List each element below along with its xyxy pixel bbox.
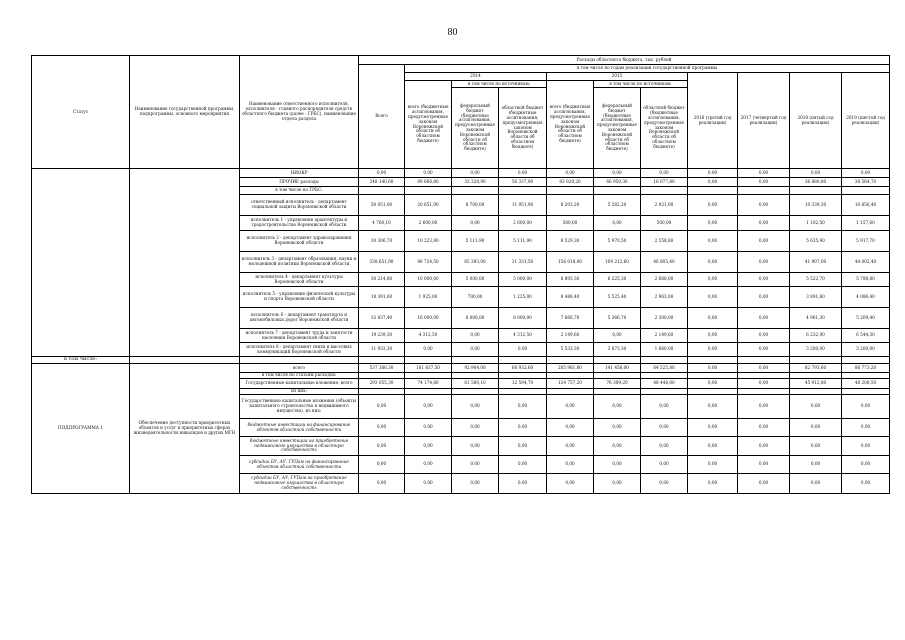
- value-cell: 124 757,20: [547, 379, 594, 389]
- header-year-2015: 2015: [547, 73, 688, 81]
- value-cell: 0,00: [594, 474, 641, 494]
- value-cell: 0,00: [594, 456, 641, 474]
- value-cell: 20 651,90: [405, 195, 452, 216]
- value-cell: 68 932,60: [499, 364, 547, 373]
- value-cell: 0,00: [738, 273, 790, 287]
- value-cell: 0,00: [641, 395, 688, 419]
- value-cell: 0,00: [738, 419, 790, 437]
- value-cell: 10 339,30: [790, 195, 842, 216]
- value-cell: 0,00: [842, 169, 890, 178]
- value-cell: 0,00: [688, 419, 738, 437]
- value-cell: 11 933,30: [359, 343, 405, 357]
- value-cell: 0,00: [499, 419, 547, 437]
- table-row: [32, 364, 890, 373]
- value-cell: 0,00: [452, 329, 499, 343]
- value-cell: 2 149,60: [641, 329, 688, 343]
- value-cell: 8 529,30: [547, 231, 594, 252]
- value-cell: 0,00: [738, 195, 790, 216]
- value-cell: 3 891,80: [790, 287, 842, 308]
- value-cell: 0,00: [405, 343, 452, 357]
- value-cell: 0,00: [359, 474, 405, 494]
- value-cell: 38 564,70: [842, 178, 890, 187]
- value-cell: 0,00: [641, 169, 688, 178]
- value-cell: 46 805,40: [641, 252, 688, 273]
- value-cell: 0,00: [594, 437, 641, 456]
- responsible-cell: субсидии БУ, АУ, ГУПам на приобретение недвижимого имущества в областную собственность: [240, 474, 359, 494]
- value-cell: 0,00: [594, 169, 641, 178]
- value-cell: 0,00: [790, 395, 842, 419]
- responsible-cell: субсидии БУ, АУ, ГУПам на финансирование объектов областной собственности: [240, 456, 359, 474]
- value-cell: 0,00: [594, 395, 641, 419]
- value-cell: 0,00: [738, 364, 790, 373]
- value-cell: 0,00: [405, 456, 452, 474]
- value-cell: 61 580,10: [452, 379, 499, 389]
- responsible-cell: НИОКР: [240, 169, 359, 178]
- value-cell: 3 200,00: [842, 343, 890, 357]
- value-cell: 0,00: [499, 343, 547, 357]
- value-cell: 0,00: [359, 169, 405, 178]
- value-cell: 0,00: [499, 456, 547, 474]
- value-cell: 5 917,70: [842, 231, 890, 252]
- responsible-cell: исполнитель 8 - департамент связи и массовых коммуникаций Воронежской области: [240, 343, 359, 357]
- empty-cell: [130, 357, 240, 364]
- header-year-2018: 2018 (пятый год реализации): [790, 73, 842, 169]
- value-cell: 33 837,40: [359, 308, 405, 329]
- value-cell: 0,00: [688, 169, 738, 178]
- header-2015-federal: федеральный бюджет (бюджетные ассигнования, предусмотренные законом Воронежской области об областном бюджете): [594, 88, 641, 169]
- value-cell: 10 223,80: [405, 231, 452, 252]
- responsible-cell: исполнитель 6 - департамент транспорта и автомобильных дорог Воронежской области: [240, 308, 359, 329]
- value-cell: 36 880,80: [790, 178, 842, 187]
- value-cell: 1 925,00: [405, 287, 452, 308]
- value-cell: 0,00: [688, 456, 738, 474]
- header-2014-federal: федеральный бюджет (бюджетные ассигнования, предусмотренные законом Воронежской области об областном бюджете): [452, 88, 499, 169]
- value-cell: [405, 187, 452, 195]
- responsible-cell: Государственные капитальные вложения (объекты капитального строительства и недвижимого имущества), из них:: [240, 395, 359, 419]
- value-cell: 6 225,30: [594, 273, 641, 287]
- empty-cell: [738, 357, 790, 364]
- value-cell: 0,00: [738, 252, 790, 273]
- value-cell: 30 306,70: [359, 231, 405, 252]
- value-cell: 96 724,50: [405, 252, 452, 273]
- value-cell: 0,00: [547, 474, 594, 494]
- value-cell: 0,00: [452, 169, 499, 178]
- value-cell: 76 309,20: [594, 379, 641, 389]
- value-cell: 0,00: [547, 437, 594, 456]
- header-2015-sources: в том числе по источникам:: [594, 81, 688, 88]
- value-cell: 86 773,20: [842, 364, 890, 373]
- value-cell: 0,00: [842, 474, 890, 494]
- value-cell: 0,00: [842, 395, 890, 419]
- value-cell: 4 312,50: [499, 329, 547, 343]
- value-cell: 4 961,30: [790, 308, 842, 329]
- value-cell: 41 907,00: [790, 252, 842, 273]
- empty-cell: [641, 357, 688, 364]
- value-cell: 74 174,80: [405, 379, 452, 389]
- value-cell: 5 209,40: [842, 308, 890, 329]
- value-cell: 64 525,80: [641, 364, 688, 373]
- value-cell: 10 856,40: [842, 195, 890, 216]
- header-year-2019: 2019 (шестой год реализации): [842, 73, 890, 169]
- value-cell: 1 102,50: [790, 216, 842, 231]
- header-responsible: Наименование ответственного исполнителя, исполнителя - главного распорядителя средств областного бюджета (далее - ГРБС), наименование отдела раздела: [240, 56, 359, 169]
- value-cell: 0,00: [790, 474, 842, 494]
- value-cell: 8 000,00: [499, 308, 547, 329]
- value-cell: 89 666,80: [405, 178, 452, 187]
- value-cell: 0,00: [688, 178, 738, 187]
- value-cell: 0,00: [738, 343, 790, 357]
- header-name: Наименование государственной программы, подпрограммы, основного мероприятия: [130, 56, 240, 169]
- value-cell: 8 700,00: [452, 195, 499, 216]
- value-cell: 0,00: [405, 395, 452, 419]
- value-cell: 5 000,00: [452, 273, 499, 287]
- value-cell: 0,00: [842, 456, 890, 474]
- value-cell: 293 055,30: [359, 379, 405, 389]
- value-cell: 0,00: [738, 169, 790, 178]
- value-cell: 700,00: [452, 287, 499, 308]
- value-cell: 44 002,40: [842, 252, 890, 273]
- program-name: Обеспечение доступности приоритетных объектов и услуг в приоритетных сферах жизнедеятельности инвалидов и других МГН: [130, 364, 240, 494]
- value-cell: 0,00: [842, 419, 890, 437]
- value-cell: 0,00: [499, 395, 547, 419]
- value-cell: 0,00: [688, 231, 738, 252]
- value-cell: 141 456,00: [594, 364, 641, 373]
- header-year-2017: 2017 (четвертый год реализации): [738, 73, 790, 169]
- header-total: Всего: [359, 65, 405, 169]
- value-cell: 0,00: [688, 437, 738, 456]
- value-cell: 0,00: [738, 329, 790, 343]
- value-cell: 0,00: [738, 456, 790, 474]
- responsible-cell: исполнитель 7 - департамент труда и занятости населения Воронежской области: [240, 329, 359, 343]
- value-cell: 537 386,30: [359, 364, 405, 373]
- value-cell: 161 837,50: [405, 364, 452, 373]
- value-cell: 1 660,00: [641, 343, 688, 357]
- value-cell: 10 000,00: [405, 273, 452, 287]
- value-cell: 0,00: [594, 216, 641, 231]
- responsible-cell: исполнитель 1 - управление архитектуры и градостроительства Воронежской области: [240, 216, 359, 231]
- value-cell: 0,00: [452, 343, 499, 357]
- empty-cell: [842, 357, 890, 364]
- header-expense-group: Расходы областного бюджета, тыс. рублей: [359, 56, 890, 65]
- value-cell: 248 140,60: [359, 178, 405, 187]
- value-cell: [359, 187, 405, 195]
- responsible-cell: исполнитель 4 - департамент культуры Воронежской области: [240, 273, 359, 287]
- responsible-cell: в том числе по статьям расходов:: [240, 373, 359, 379]
- value-cell: 0,00: [452, 456, 499, 474]
- empty-cell: [594, 357, 641, 364]
- value-cell: 5 798,80: [842, 273, 890, 287]
- value-cell: 0,00: [641, 474, 688, 494]
- responsible-cell: исполнитель 2 - департамент здравоохранения Воронежской области: [240, 231, 359, 252]
- value-cell: 82 793,60: [790, 364, 842, 373]
- value-cell: 0,00: [688, 474, 738, 494]
- program-status: ПОДПРОГРАММА 1: [32, 364, 130, 494]
- header-2014-all: всего (бюджетные ассигнования, предусмотренные законом Воронежской области об областном бюджете): [405, 81, 452, 169]
- value-cell: 4 760,10: [359, 216, 405, 231]
- value-cell: 0,00: [452, 419, 499, 437]
- value-cell: 0,00: [688, 343, 738, 357]
- value-cell: 45 912,80: [790, 379, 842, 389]
- value-cell: 0,00: [405, 474, 452, 494]
- value-cell: 92 904,00: [452, 364, 499, 373]
- empty-cell: [499, 357, 547, 364]
- value-cell: 33 328,90: [452, 178, 499, 187]
- value-cell: 0,00: [738, 216, 790, 231]
- value-cell: 1 225,00: [499, 287, 547, 308]
- value-cell: 30 214,80: [359, 273, 405, 287]
- responsible-cell: исполнитель 5 - управление физической культуры и спорта Воронежской области: [240, 287, 359, 308]
- value-cell: 2 149,60: [547, 329, 594, 343]
- value-cell: 65 393,00: [452, 252, 499, 273]
- value-cell: 16 000,00: [405, 308, 452, 329]
- empty-cell: [405, 357, 452, 364]
- value-cell: 0,00: [359, 456, 405, 474]
- value-cell: 0,00: [790, 456, 842, 474]
- value-cell: 19 239,30: [359, 329, 405, 343]
- value-cell: 5 282,20: [594, 195, 641, 216]
- value-cell: 12 594,70: [499, 379, 547, 389]
- value-cell: 500,00: [547, 216, 594, 231]
- name-cell-empty: [130, 169, 240, 357]
- value-cell: 2 558,80: [641, 231, 688, 252]
- value-cell: 11 951,90: [499, 195, 547, 216]
- value-cell: 0,00: [547, 169, 594, 178]
- value-cell: 48 448,00: [641, 379, 688, 389]
- value-cell: 0,00: [790, 169, 842, 178]
- header-2014-sources: в том числе по источникам:: [452, 81, 547, 88]
- value-cell: 0,00: [499, 169, 547, 178]
- value-cell: 500,00: [641, 216, 688, 231]
- empty-cell: [452, 357, 499, 364]
- value-cell: 0,00: [738, 474, 790, 494]
- value-cell: 205 981,80: [547, 364, 594, 373]
- value-cell: 0,00: [688, 329, 738, 343]
- value-cell: [641, 187, 688, 195]
- value-cell: 0,00: [452, 437, 499, 456]
- value-cell: 0,00: [405, 169, 452, 178]
- value-cell: [842, 187, 890, 195]
- value-cell: 109 212,60: [594, 252, 641, 273]
- value-cell: 5 533,30: [547, 343, 594, 357]
- value-cell: 0,00: [359, 419, 405, 437]
- responsible-cell: бюджетные инвестиции на финансирование объектов областной собственности: [240, 419, 359, 437]
- value-cell: 0,00: [842, 437, 890, 456]
- value-cell: [790, 187, 842, 195]
- value-cell: 48 208,50: [842, 379, 890, 389]
- value-cell: 0,00: [688, 364, 738, 373]
- value-cell: 5 366,70: [594, 308, 641, 329]
- value-cell: 0,00: [738, 178, 790, 187]
- value-cell: 5 111,90: [452, 231, 499, 252]
- value-cell: 0,00: [547, 419, 594, 437]
- header-years-group: в том числе по годам реализации государственной программы: [405, 65, 890, 73]
- value-cell: 0,00: [688, 287, 738, 308]
- value-cell: 4 086,40: [842, 287, 890, 308]
- responsible-cell: из них:: [240, 389, 359, 395]
- value-cell: [452, 187, 499, 195]
- value-cell: 5 111,90: [499, 231, 547, 252]
- value-cell: [499, 187, 547, 195]
- responsible-cell: ПРОЧИЕ расходы: [240, 178, 359, 187]
- value-cell: [594, 187, 641, 195]
- value-cell: 1 157,60: [842, 216, 890, 231]
- value-cell: 7 666,70: [547, 308, 594, 329]
- responsible-cell: бюджетные инвестиции на приобретение недвижимого имущества в областную собственность: [240, 437, 359, 456]
- value-cell: 0,00: [738, 437, 790, 456]
- status-cell-empty: [32, 169, 130, 357]
- responsible-cell: ответственный исполнитель - департамент социальной защиты Воронежской области: [240, 195, 359, 216]
- value-cell: 5 522,70: [790, 273, 842, 287]
- value-cell: 0,00: [738, 395, 790, 419]
- budget-table: [31, 55, 890, 494]
- value-cell: 8 488,40: [547, 287, 594, 308]
- value-cell: 0,00: [738, 287, 790, 308]
- value-cell: 0,00: [405, 419, 452, 437]
- value-cell: 0,00: [359, 437, 405, 456]
- value-cell: 338 651,90: [359, 252, 405, 273]
- empty-cell: [359, 357, 405, 364]
- responsible-cell: в том числе по ГРБС:: [240, 187, 359, 195]
- value-cell: 0,00: [452, 395, 499, 419]
- value-cell: 0,00: [688, 273, 738, 287]
- value-cell: 5 635,90: [790, 231, 842, 252]
- value-cell: 0,00: [359, 395, 405, 419]
- value-cell: 0,00: [688, 379, 738, 389]
- value-cell: 0,00: [405, 437, 452, 456]
- value-cell: 0,00: [688, 308, 738, 329]
- value-cell: 0,00: [688, 395, 738, 419]
- value-cell: 66 950,36: [594, 178, 641, 187]
- value-cell: [738, 187, 790, 195]
- empty-cell: [688, 357, 738, 364]
- value-cell: 6 232,90: [790, 329, 842, 343]
- header-year-2016: 2016 (третий год реализации): [688, 73, 738, 169]
- value-cell: 2 921,00: [641, 195, 688, 216]
- value-cell: 8 203,20: [547, 195, 594, 216]
- value-cell: 31 331,50: [499, 252, 547, 273]
- value-cell: 56 337,90: [499, 178, 547, 187]
- value-cell: 5 000,00: [499, 273, 547, 287]
- value-cell: 0,00: [547, 395, 594, 419]
- value-cell: 8 000,00: [452, 308, 499, 329]
- value-cell: 0,00: [641, 419, 688, 437]
- responsible-cell: всего: [240, 364, 359, 373]
- value-cell: 0,00: [790, 437, 842, 456]
- value-cell: 2 300,00: [641, 308, 688, 329]
- value-cell: 2 963,00: [641, 287, 688, 308]
- table-row: [32, 169, 890, 178]
- value-cell: 0,00: [790, 419, 842, 437]
- value-cell: 5 970,50: [594, 231, 641, 252]
- header-status: Статус: [32, 56, 130, 169]
- value-cell: 8 893,30: [547, 273, 594, 287]
- value-cell: 2 600,00: [405, 216, 452, 231]
- header-2015-regional: областной бюджет (бюджетные ассигнования, предусмотренные законом Воронежской области об областном бюджете): [641, 88, 688, 169]
- header-2014-regional: областной бюджет (бюджетные ассигнования, предусмотренные законом Воронежской области об областном бюджете): [499, 88, 547, 169]
- value-cell: 0,00: [688, 252, 738, 273]
- value-cell: 0,00: [499, 474, 547, 494]
- empty-cell: [790, 357, 842, 364]
- value-cell: 3 200,00: [790, 343, 842, 357]
- value-cell: 3 873,30: [594, 343, 641, 357]
- value-cell: 0,00: [594, 419, 641, 437]
- responsible-cell: Государственные капитальные вложения, всего: [240, 379, 359, 389]
- value-cell: 0,00: [688, 195, 738, 216]
- value-cell: 0,00: [452, 216, 499, 231]
- value-cell: 0,00: [738, 379, 790, 389]
- value-cell: 16 077,80: [641, 178, 688, 187]
- value-cell: 50 051,00: [359, 195, 405, 216]
- page-number: 80: [447, 27, 458, 38]
- value-cell: [547, 187, 594, 195]
- value-cell: 2 600,00: [499, 216, 547, 231]
- value-cell: 0,00: [547, 456, 594, 474]
- value-cell: 156 018,00: [547, 252, 594, 273]
- value-cell: 83 028,20: [547, 178, 594, 187]
- in-that-number-label: в том числе:: [32, 357, 130, 364]
- value-cell: 6 544,30: [842, 329, 890, 343]
- header-2015-all: всего (бюджетные ассигнования, предусмотренные законом Воронежской области об областном бюджете): [547, 81, 594, 169]
- value-cell: 0,00: [594, 329, 641, 343]
- value-cell: [688, 187, 738, 195]
- value-cell: 0,00: [499, 437, 547, 456]
- value-cell: 0,00: [641, 456, 688, 474]
- responsible-cell: исполнитель 3 - департамент образования, науки и молодежной политики Воронежской области: [240, 252, 359, 273]
- value-cell: 2 668,00: [641, 273, 688, 287]
- table-row: [32, 357, 890, 364]
- value-cell: 0,00: [688, 216, 738, 231]
- empty-cell: [547, 357, 594, 364]
- value-cell: 4 312,50: [405, 329, 452, 343]
- value-cell: 0,00: [738, 231, 790, 252]
- value-cell: 0,00: [641, 437, 688, 456]
- value-cell: 0,00: [452, 474, 499, 494]
- value-cell: 0,00: [738, 308, 790, 329]
- value-cell: 5 525,40: [594, 287, 641, 308]
- empty-cell: [240, 357, 359, 364]
- header-year-2014: 2014: [405, 73, 547, 81]
- value-cell: 18 391,60: [359, 287, 405, 308]
